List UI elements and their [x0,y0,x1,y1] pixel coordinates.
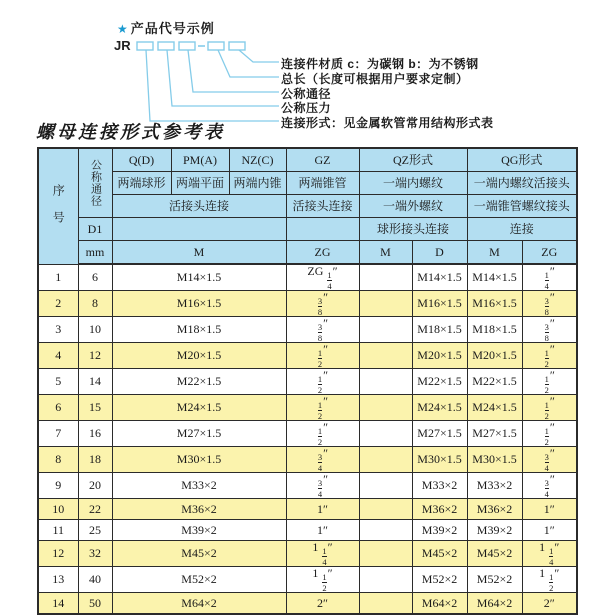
label-material: 连接件材质 c：为碳钢 b：为不锈钢 [281,57,479,71]
header-row-5 [38,241,577,265]
table-title: 螺母连接形式参考表 [36,122,225,142]
fraction: $\frac{1}{2}$ [549,572,554,593]
fraction: $\frac{3}{4}$ [317,478,323,499]
cell-dn: 25 [78,520,112,541]
cell-gz-zg: $\frac{1}{2}$ ″ [286,421,359,447]
connector-line-diameter [188,50,279,92]
header-col-qg: QG形式 [467,148,577,172]
fraction: $\frac{1}{4}$ [327,270,332,291]
cell-qz-m [359,317,412,343]
cell-dn: 22 [78,499,112,520]
table-row [38,343,577,369]
fraction: $\frac{3}{8}$ [544,322,549,343]
header-col-pm: PM(A) [171,148,229,172]
cell-gz-zg: $\frac{1}{2}$ ″ [286,395,359,421]
fraction: $\frac{1}{4}$ [544,270,549,291]
cell-qz-m [359,264,412,291]
header-col-nz: NZ(C) [229,148,286,172]
cell-qg-m: M16×1.5 [467,291,522,317]
cell-gz-zg: $\frac{3}{8}$ ″ [286,291,359,317]
star-icon: ★ [117,22,129,36]
code-box-2 [158,42,174,50]
table-row [38,395,577,421]
cell-qz-d: M14×1.5 [412,264,467,291]
cell-seq: 9 [38,473,78,499]
cell-qg-zg: $\frac{1}{2}$ ″ [522,421,577,447]
header-qg-m-label: M [467,241,522,265]
cell-qg-zg: 1″ [522,499,577,520]
cell-qg-m: M39×2 [467,520,522,541]
cell-seq: 13 [38,567,78,593]
cell-qz-d: M22×1.5 [412,369,467,395]
label-length: 总长（长度可根据用户要求定制） [281,72,469,86]
header-qg-sub2: 一端锥管螺纹接头 [467,195,577,218]
fraction: $\frac{1}{2}$ [317,400,323,421]
code-box-1 [137,42,153,50]
cell-qg-m: M18×1.5 [467,317,522,343]
header-gz-connection: 活接头连接 [286,195,359,218]
fraction: $\frac{1}{2}$ [317,348,323,369]
table-row [38,520,577,541]
header-dn: 公称通径 [78,148,112,218]
fraction: $\frac{3}{8}$ [544,296,549,317]
header-gz-sub: 两端锥管 [286,172,359,195]
cell-gz-zg: 1 $\frac{1}{4}$ ″ [286,541,359,567]
header-col-q: Q(D) [112,148,171,172]
cell-m: M33×2 [112,473,286,499]
cell-dn: 40 [78,567,112,593]
cell-qz-m [359,541,412,567]
cell-gz-zg: 1 $\frac{1}{2}$ ″ [286,567,359,593]
header-unit: mm [78,241,112,265]
cell-m: M14×1.5 [112,264,286,291]
cell-seq: 12 [38,541,78,567]
fraction: $\frac{3}{4}$ [317,452,323,473]
cell-m: M45×2 [112,541,286,567]
fraction: $\frac{3}{8}$ [317,296,323,317]
cell-seq: 5 [38,369,78,395]
cell-qg-m: M52×2 [467,567,522,593]
cell-dn: 8 [78,291,112,317]
cell-m: M20×1.5 [112,343,286,369]
header-blank-gz [286,218,359,241]
cell-dn: 32 [78,541,112,567]
code-box-4 [208,42,224,50]
nut-connection-table [37,147,578,615]
cell-dn: 20 [78,473,112,499]
cell-m: M16×1.5 [112,291,286,317]
cell-qz-d: M52×2 [412,567,467,593]
cell-qg-zg: 2″ [522,593,577,615]
fraction: $\frac{1}{2}$ [317,426,323,447]
cell-qz-m [359,473,412,499]
cell-qz-m [359,520,412,541]
cell-qg-m: M64×2 [467,593,522,615]
cell-gz-zg: ZG $\frac{1}{4}$ ″ [286,264,359,291]
table-row [38,499,577,520]
cell-qg-zg: $\frac{3}{8}$ ″ [522,291,577,317]
cell-seq: 14 [38,593,78,615]
cell-qg-zg: $\frac{1}{4}$ ″ [522,264,577,291]
header-qz-sub2: 一端外螺纹 [359,195,467,218]
cell-m: M30×1.5 [112,447,286,473]
cell-qg-zg: $\frac{3}{4}$ ″ [522,473,577,499]
cell-m: M36×2 [112,499,286,520]
fraction: $\frac{3}{4}$ [544,452,549,473]
cell-qz-m [359,567,412,593]
header-qz-sub1: 一端内螺纹 [359,172,467,195]
header-qz-d-label: D [412,241,467,265]
cell-gz-zg: $\frac{1}{2}$ ″ [286,369,359,395]
cell-m: M64×2 [112,593,286,615]
table-row [38,369,577,395]
fraction: $\frac{1}{2}$ [317,374,323,395]
cell-qz-m [359,499,412,520]
cell-gz-zg: 1″ [286,520,359,541]
cell-qg-m: M36×2 [467,499,522,520]
header-qz-connection: 球形接头连接 [359,218,467,241]
cell-dn: 6 [78,264,112,291]
header-zg-label: ZG [286,241,359,265]
cell-qg-zg: 1″ [522,520,577,541]
cell-m: M18×1.5 [112,317,286,343]
cell-m: M39×2 [112,520,286,541]
cell-dn: 18 [78,447,112,473]
table-row [38,264,577,291]
cell-qz-d: M64×2 [412,593,467,615]
product-code-heading-text: 产品代号示例 [130,21,215,36]
connector-line-length [218,50,279,77]
cell-qz-m [359,369,412,395]
cell-gz-zg: 2″ [286,593,359,615]
label-diameter: 公称通径 [281,87,332,101]
cell-seq: 6 [38,395,78,421]
table-row [38,567,577,593]
fraction: $\frac{1}{2}$ [544,348,549,369]
cell-qg-zg: $\frac{1}{2}$ ″ [522,343,577,369]
cell-gz-zg: 1″ [286,499,359,520]
connector-line-form [146,50,279,121]
cell-qz-d: M39×2 [412,520,467,541]
header-seq: 序号 [38,148,78,264]
cell-qz-m [359,447,412,473]
cell-qg-m: M45×2 [467,541,522,567]
cell-seq: 10 [38,499,78,520]
table-row [38,447,577,473]
code-prefix: JR [114,38,131,53]
cell-qg-m: M30×1.5 [467,447,522,473]
table-row [38,593,577,615]
cell-qg-zg: 1 $\frac{1}{2}$ ″ [522,567,577,593]
cell-seq: 7 [38,421,78,447]
cell-seq: 2 [38,291,78,317]
cell-qz-m [359,421,412,447]
fraction: $\frac{3}{4}$ [544,478,549,499]
cell-qg-zg: $\frac{1}{2}$ ″ [522,395,577,421]
cell-dn: 16 [78,421,112,447]
cell-dn: 14 [78,369,112,395]
cell-seq: 3 [38,317,78,343]
cell-dn: 12 [78,343,112,369]
table-row [38,317,577,343]
fraction: $\frac{3}{8}$ [317,322,323,343]
cell-dn: 15 [78,395,112,421]
header-nz-sub: 两端内锥 [229,172,286,195]
cell-m: M27×1.5 [112,421,286,447]
table-row [38,421,577,447]
cell-gz-zg: $\frac{3}{8}$ ″ [286,317,359,343]
code-box-5 [229,42,245,50]
cell-qg-m: M20×1.5 [467,343,522,369]
cell-m: M52×2 [112,567,286,593]
cell-m: M22×1.5 [112,369,286,395]
header-qg-zg-label: ZG [522,241,577,265]
header-row-3 [38,195,577,218]
table-row [38,541,577,567]
cell-qg-zg: $\frac{3}{4}$ ″ [522,447,577,473]
header-col-gz: GZ [286,148,359,172]
fraction: $\frac{1}{2}$ [544,426,549,447]
connector-line-material [239,50,279,62]
fraction: $\frac{1}{4}$ [549,546,554,567]
cell-seq: 11 [38,520,78,541]
header-d1: D1 [78,218,112,241]
cell-qz-m [359,395,412,421]
fraction: $\frac{1}{2}$ [544,400,549,421]
fraction: $\frac{1}{2}$ [544,374,549,395]
header-col-qz: QZ形式 [359,148,467,172]
table-row [38,291,577,317]
cell-qg-m: M27×1.5 [467,421,522,447]
cell-qz-d: M20×1.5 [412,343,467,369]
header-m-label: M [112,241,286,265]
header-row-2 [38,172,577,195]
cell-qz-d: M33×2 [412,473,467,499]
cell-qz-d: M18×1.5 [412,317,467,343]
fraction: $\frac{1}{2}$ [322,572,327,593]
cell-qg-m: M14×1.5 [467,264,522,291]
cell-qz-d: M45×2 [412,541,467,567]
cell-seq: 4 [38,343,78,369]
header-qg-connection: 连接 [467,218,577,241]
cell-qz-d: M36×2 [412,499,467,520]
cell-qg-m: M33×2 [467,473,522,499]
header-blank-left [112,218,286,241]
cell-dn: 10 [78,317,112,343]
cell-gz-zg: $\frac{3}{4}$ ″ [286,447,359,473]
cell-qz-m [359,291,412,317]
cell-qg-zg: $\frac{3}{8}$ ″ [522,317,577,343]
cell-qz-d: M30×1.5 [412,447,467,473]
header-qz-m-label: M [359,241,412,265]
cell-seq: 8 [38,447,78,473]
cell-qg-m: M22×1.5 [467,369,522,395]
cell-qz-d: M27×1.5 [412,421,467,447]
label-form: 连接形式：见金属软管常用结构形式表 [281,116,494,130]
cell-qg-m: M24×1.5 [467,395,522,421]
header-row-4 [38,218,577,241]
cell-qz-d: M24×1.5 [412,395,467,421]
header-pm-sub: 两端平面 [171,172,229,195]
connector-line-pressure [167,50,279,106]
header-qg-sub1: 一端内螺纹活接头 [467,172,577,195]
table-row [38,473,577,499]
cell-gz-zg: $\frac{1}{2}$ ″ [286,343,359,369]
header-row-1 [38,148,577,172]
fraction: $\frac{1}{4}$ [322,546,327,567]
header-q-sub: 两端球形 [112,172,171,195]
cell-qz-d: M16×1.5 [412,291,467,317]
cell-qg-zg: $\frac{1}{2}$ ″ [522,369,577,395]
cell-dn: 50 [78,593,112,615]
label-pressure: 公称压力 [281,101,332,115]
cell-qz-m [359,343,412,369]
header-left-connection: 活接头连接 [112,195,286,218]
code-box-3 [179,42,195,50]
cell-qz-m [359,593,412,615]
cell-gz-zg: $\frac{3}{4}$ ″ [286,473,359,499]
cell-qg-zg: 1 $\frac{1}{4}$ ″ [522,541,577,567]
cell-seq: 1 [38,264,78,291]
cell-m: M24×1.5 [112,395,286,421]
